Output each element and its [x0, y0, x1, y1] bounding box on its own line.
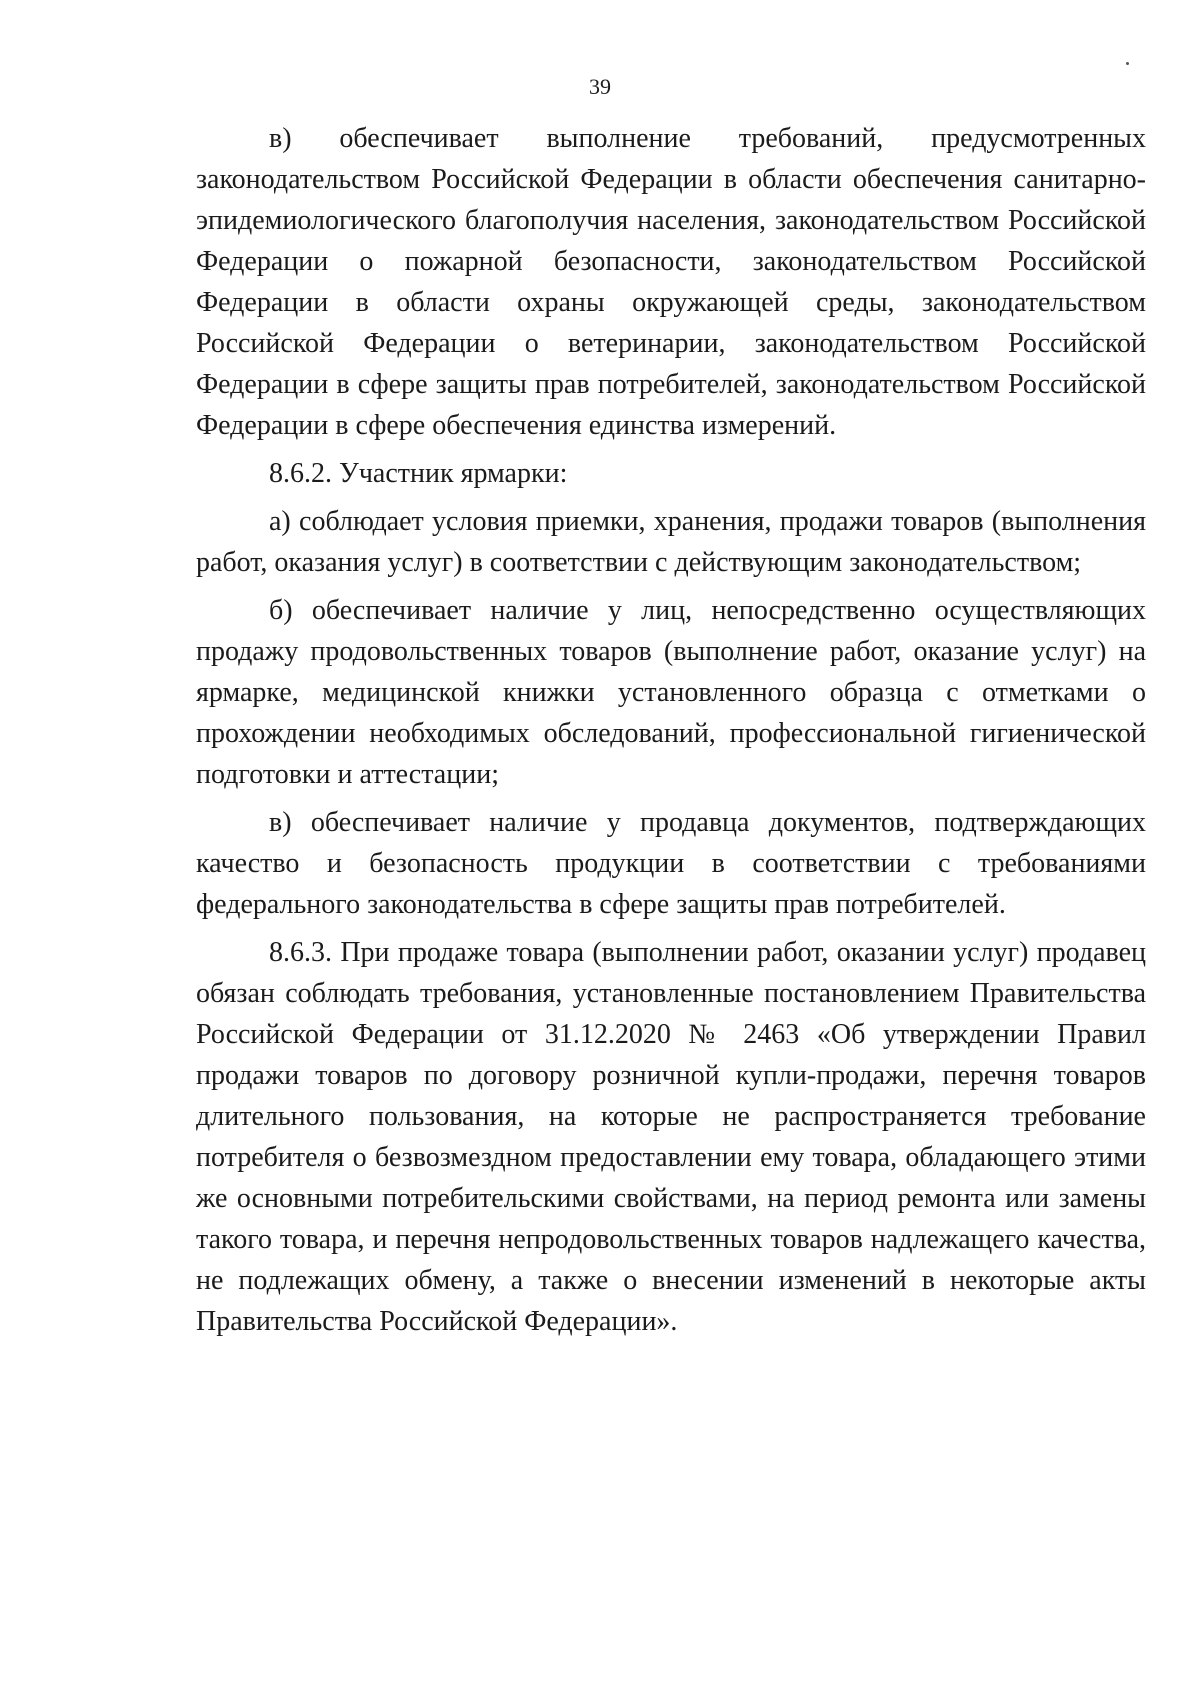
paragraph-8-6-3-sale-rules: 8.6.3. При продаже товара (выполнении работ, оказании услуг) продавец обязан соблюдать требования, установленные постановлением Правительства Российской Федерации от 31.12.2020 № 2463 «Об утверждении Правил продажи товаров по договору розничной купли-продажи, перечня товаров длительного пользования, на которые не распространяется требование потребителя о безвозмездном предоставлении ему товара, обладающего этими же основными потребительскими свойствами, на период ремонта или замены такого товара, и перечня непродовольственных товаров надлежащего качества, не подлежащих обмену, а также о внесении изменений в некоторые акты Правительства Российской Федерации». — [196, 937, 1146, 1337]
paragraph-b-medical-book: б) обеспечивает наличие у лиц, непосредственно осуществляющих продажу продовольственных товаров (выполнение работ, оказание услуг) на ярмарке, медицинской книжки установленного образца с отметками о прохождении необходимых обследований, профессиональной гигиенической подготовки и аттестации; — [196, 595, 1146, 790]
paragraph-v-documents: в) обеспечивает наличие у продавца документов, подтверждающих качество и безопасность продукции в соответствии с требованиями федерального законодательства в сфере защиты прав потребителей. — [196, 807, 1146, 920]
paragraph-v-requirements: в) обеспечивает выполнение требований, предусмотренных законодательством Российской Федерации в области обеспечения санитарно-эпидемиологического благополучия населения, законодательством Российской Федерации о пожарной безопасности, законодательством Российской Федерации в области охраны окружающей среды, законодательством Российской Федерации о ветеринарии, законодательством Российской Федерации в сфере защиты прав потребителей, законодательством Российской Федерации в сфере обеспечения единства измерений. — [196, 123, 1146, 441]
section-heading-8-6-2: 8.6.2. Участник ярмарки: — [269, 458, 568, 489]
paragraph-a-conditions: а) соблюдает условия приемки, хранения, продажи товаров (выполнения работ, оказания услуг) в соответствии с действующим законодательством; — [196, 506, 1146, 578]
scan-speck — [1126, 62, 1129, 65]
page-number: 39 — [589, 74, 611, 99]
document-body — [196, 118, 1146, 1349]
